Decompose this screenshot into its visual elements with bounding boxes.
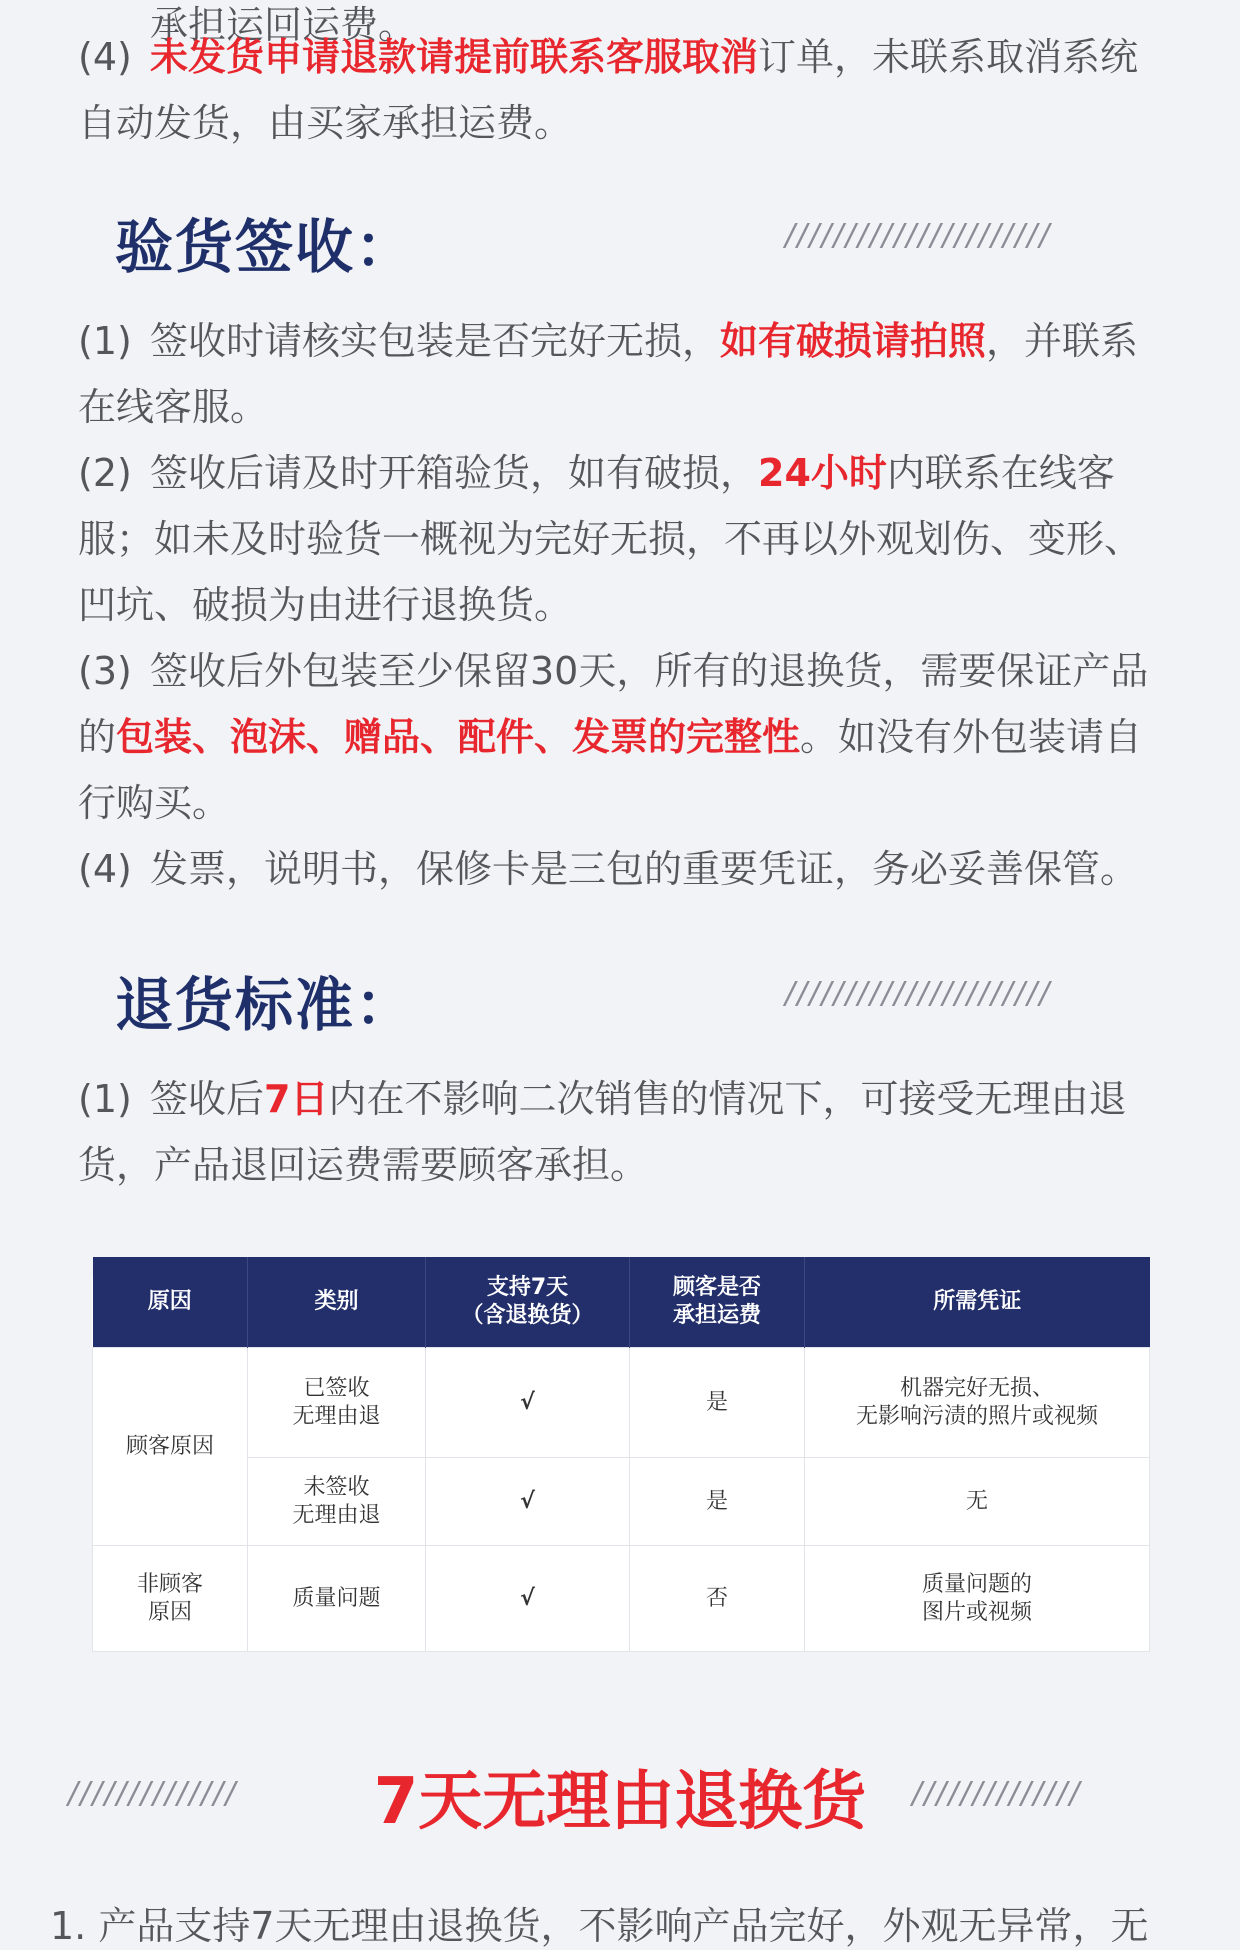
shipping-cell: 是 <box>630 1458 805 1546</box>
proof-cell: 无 <box>805 1458 1150 1546</box>
decorative-slashes: ////////////////////// <box>785 218 1052 253</box>
inspection-item-3: (3) 签收后外包装至少保留30天，所有的退换货，需要保证产品的包装、泡沫、赠品、配件、发票的完整性。如没有外包装请自行购买。 <box>78 649 1149 825</box>
header-required-proof: 所需凭证 <box>805 1257 1150 1348</box>
shipping-cell: 否 <box>630 1546 805 1652</box>
cut-off-text-top: 承担运回运费。 <box>150 3 417 47</box>
inspection-item-1: (1) 签收时请核实包装是否完好无损，如有破损请拍照，并联系在线客服。 <box>78 319 1139 429</box>
check-icon: √ <box>426 1458 630 1546</box>
decorative-slashes-left: ////////////// <box>68 1776 238 1811</box>
check-icon: √ <box>426 1546 630 1652</box>
item-number: (4) <box>78 35 132 79</box>
intro-item-4: (4) 未发货申请退款请提前联系客服取消订单，未联系取消系统自动发货，由买家承担运费。 <box>78 24 1168 156</box>
section-heading-returns: 退货标准： <box>115 971 416 1039</box>
highlight-text: 包装、泡沫、赠品、配件、发票的完整性 <box>116 715 801 759</box>
shipping-cell: 是 <box>630 1348 805 1458</box>
table-row <box>93 1348 1150 1458</box>
banner-title: 7天无理由退换货 <box>373 1765 867 1839</box>
header-category: 类别 <box>248 1257 426 1348</box>
highlight-text: 7日 <box>264 1077 329 1121</box>
reason-cell: 非顾客 原因 <box>93 1546 248 1652</box>
header-7day-support: 支持7天 （含退换货） <box>426 1257 630 1348</box>
highlight-text: 未发货申请退款请提前联系客服取消 <box>150 35 759 79</box>
proof-cell: 质量问题的 图片或视频 <box>805 1546 1150 1652</box>
highlight-text: 如有破损请拍照 <box>720 319 987 363</box>
returns-item-1: (1) 签收后7日内在不影响二次销售的情况下，可接受无理由退货，产品退回运费需要顾客承担。 <box>78 1077 1127 1187</box>
table-header-row <box>93 1257 1150 1348</box>
inspection-item-4: (4) 发票，说明书，保修卡是三包的重要凭证，务必妥善保管。 <box>78 847 1139 891</box>
reason-cell: 顾客原因 <box>93 1348 248 1546</box>
check-icon: √ <box>426 1348 630 1458</box>
cut-off-text-bottom: 1. 产品支持7天无理由退换货，不影响产品完好，外观无异常，无 <box>50 1904 1149 1948</box>
highlight-text: 24小时 <box>758 451 887 495</box>
header-shipping-cost: 顾客是否 承担运费 <box>630 1257 805 1348</box>
category-cell: 未签收 无理由退 <box>248 1458 426 1546</box>
table-row <box>93 1458 1150 1546</box>
category-cell: 质量问题 <box>248 1546 426 1652</box>
section-heading-inspection: 验货签收： <box>115 213 416 281</box>
table-row <box>93 1546 1150 1652</box>
decorative-slashes-right: ////////////// <box>912 1776 1082 1811</box>
category-cell: 已签收 无理由退 <box>248 1348 426 1458</box>
decorative-slashes: ////////////////////// <box>785 976 1052 1011</box>
inspection-item-2: (2) 签收后请及时开箱验货，如有破损，24小时内联系在线客服；如未及时验货一概视为完好无损，不再以外观划伤、变形、凹坑、破损为由进行退换货。 <box>78 451 1143 627</box>
header-reason: 原因 <box>93 1257 248 1348</box>
returns-policy-table <box>92 1257 1150 1652</box>
proof-cell: 机器完好无损、 无影响污渍的照片或视频 <box>805 1348 1150 1458</box>
